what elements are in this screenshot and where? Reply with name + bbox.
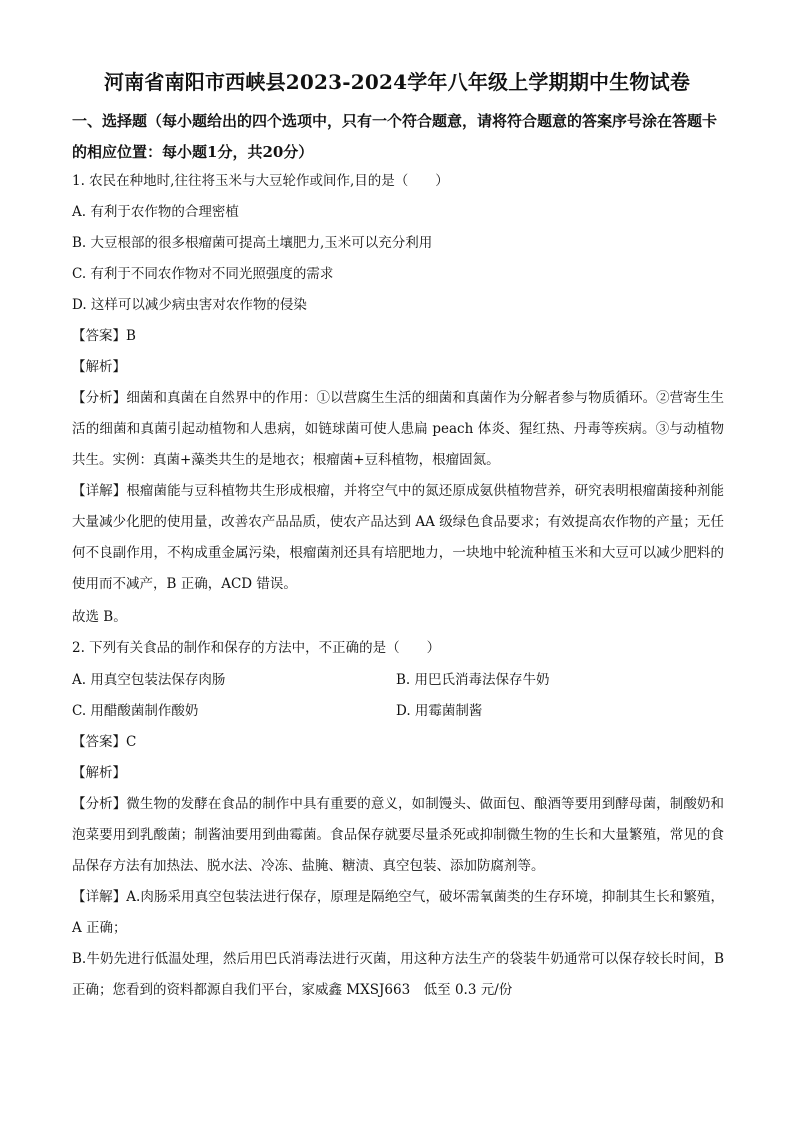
question-2-stem: 2. 下列有关食品的制作和保存的方法中，不正确的是（ ） <box>72 640 441 656</box>
question-2-option-b: B. 用巴氏消毒法保存牛奶 <box>396 672 550 688</box>
question-2-analysis-label: 【解析】 <box>72 765 126 781</box>
question-1-option-a: A. 有利于农作物的合理密植 <box>72 204 239 220</box>
question-1-conclusion: 故选 B。 <box>72 609 127 625</box>
question-2-option-c: C. 用醋酸菌制作酸奶 <box>72 703 199 719</box>
question-1-option-b: B. 大豆根部的很多根瘤菌可提高土壤肥力,玉米可以充分利用 <box>72 235 433 251</box>
question-1-answer: 【答案】B <box>72 328 136 344</box>
question-1-fenxi: 【分析】细菌和真菌在自然界中的作用：①以营腐生生活的细菌和真菌作为分解者参与物质循环。②营寄生生活的细菌和真菌引起动植物和人患病，如链球菌可使人患扁 peach 体炎、猩红热、丹毒等疾病。③与动植物共生。实例：真菌+藻类共生的是地衣；根瘤菌+豆科植物，根瘤固氮。 <box>72 390 724 468</box>
question-2-fenxi: 【分析】微生物的发酵在食品的制作中具有重要的意义，如制馒头、做面包、酿酒等要用到酵母菌，制酸奶和泡菜要用到乳酸菌；制酱油要用到曲霉菌。食品保存就要尽量杀死或抑制微生物的生长和大量繁殖，常见的食品保存方法有加热法、脱水法、冷冻、盐腌、糖渍、真空包装、添加防腐剂等。 <box>72 796 724 874</box>
question-2-option-a: A. 用真空包装法保存肉肠 <box>72 672 226 688</box>
question-2-option-d: D. 用霉菌制酱 <box>396 703 483 719</box>
question-2-xiangjie-a: 【详解】A.肉肠采用真空包装法进行保存，原理是隔绝空气，破坏需氧菌类的生存环境，抑制其生长和繁殖，A 正确； <box>72 889 724 936</box>
question-1-analysis-label: 【解析】 <box>72 359 126 375</box>
page-title: 河南省南阳市西峡县2023-2024学年八年级上学期期中生物试卷 <box>103 70 691 94</box>
question-1-stem: 1. 农民在种地时,往往将玉米与大豆轮作或间作,目的是（ ） <box>72 173 449 189</box>
question-1-option-c: C. 有利于不同农作物对不同光照强度的需求 <box>72 266 334 282</box>
question-1-xiangjie: 【详解】根瘤菌能与豆科植物共生形成根瘤，并将空气中的氮还原成氨供植物营养，研究表明根瘤菌接种剂能大量减少化肥的使用量，改善农产品品质，使农产品达到 AA 级绿色食品要求；有效提高农作物的产量；无任何不良副作用，不构成重金属污染，根瘤菌剂还具有培肥地力，一块地中轮流种植玉米和大豆可以减少肥料的使用而不减产，B 正确，ACD 错误。 <box>72 483 724 592</box>
section-heading: 一、选择题（每小题给出的四个选项中，只有一个符合题意，请将符合题意的答案序号涂在答题卡的相应位置：每小题1分，共20分） <box>72 112 718 161</box>
question-1-option-d: D. 这样可以减少病虫害对农作物的侵染 <box>72 297 307 313</box>
question-2-answer: 【答案】C <box>72 734 137 750</box>
question-2-xiangjie-b: B.牛奶先进行低温处理，然后用巴氏消毒法进行灭菌，用这种方法生产的袋装牛奶通常可以保存较长时间，B 正确；您看到的资料都源自我们平台，家威鑫 MXSJ663 低至 0.3 元/份 <box>72 951 724 998</box>
